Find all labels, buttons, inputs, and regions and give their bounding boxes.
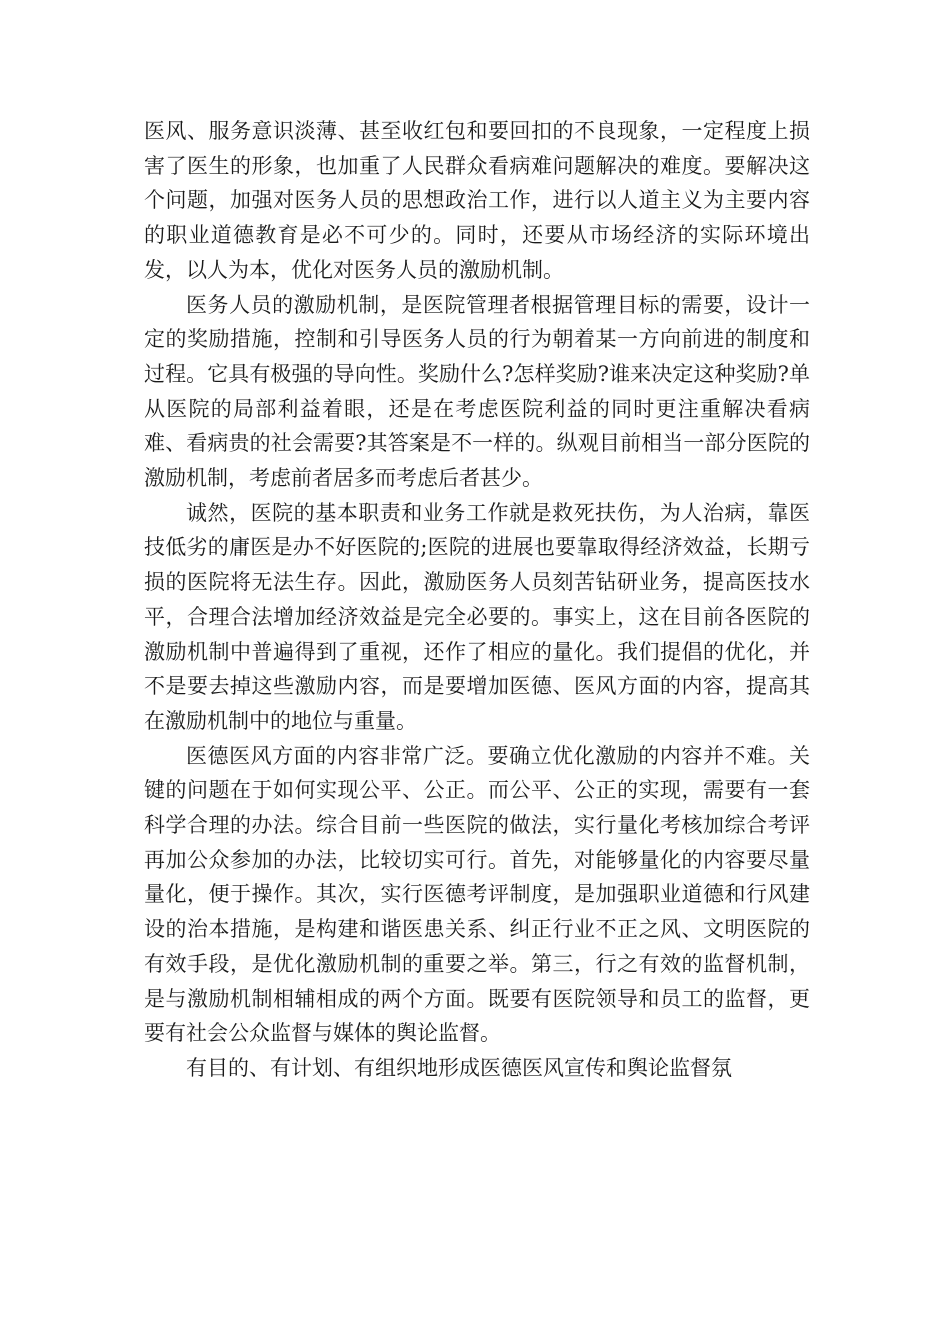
paragraph-4: 医德医风方面的内容非常广泛。要确立优化激励的内容并不难。关键的问题在于如何实现公平、公正。而公平、公正的实现，需要有一套科学合理的办法。综合目前一些医院的做法，实行量化考核加综合考评再加公众参加的办法，比较切实可行。首先，对能够量化的内容要尽量量化，便于操作。其次，实行医德考评制度，是加强职业道德和行风建设的治本措施，是构建和谐医患关系、纠正行业不正之风、文明医院的有效手段，是优化激励机制的重要之举。第三，行之有效的监督机制，是与激励机制相辅相成的两个方面。既要有医院领导和员工的监督，更要有社会公众监督与媒体的舆论监督。 bbox=[144, 743, 810, 1046]
paragraph-2: 医务人员的激励机制，是医院管理者根据管理目标的需要，设计一定的奖励措施，控制和引导医务人员的行为朝着某一方向前进的制度和过程。它具有极强的导向性。奖励什么?怎样奖励?谁来决定这种奖励?单从医院的局部利益着眼，还是在考虑医院利益的同时更注重解决看病难、看病贵的社会需要?其答案是不一样的。纵观目前相当一部分医院的激励机制，考虑前者居多而考虑后者甚少。 bbox=[144, 292, 810, 491]
document-body bbox=[144, 114, 810, 1086]
paragraph-3: 诚然，医院的基本职责和业务工作就是救死扶伤，为人治病，靠医技低劣的庸医是办不好医院的;医院的进展也要靠取得经济效益，长期亏损的医院将无法生存。因此，激励医务人员刻苦钻研业务，提高医技水平，合理合法增加经济效益是完全必要的。事实上，这在目前各医院的激励机制中普遍得到了重视，还作了相应的量化。我们提倡的优化，并不是要去掉这些激励内容，而是要增加医德、医风方面的内容，提高其在激励机制中的地位与重量。 bbox=[144, 500, 810, 733]
paragraph-5: 有目的、有计划、有组织地形成医德医风宣传和舆论监督氛 bbox=[186, 1055, 732, 1080]
paragraph-1: 医风、服务意识淡薄、甚至收红包和要回扣的不良现象，一定程度上损害了医生的形象，也加重了人民群众看病难问题解决的难度。要解决这个问题，加强对医务人员的思想政治工作，进行以人道主义为主要内容的职业道德教育是必不可少的。同时，还要从市场经济的实际环境出发，以人为本，优化对医务人员的激励机制。 bbox=[144, 119, 810, 282]
